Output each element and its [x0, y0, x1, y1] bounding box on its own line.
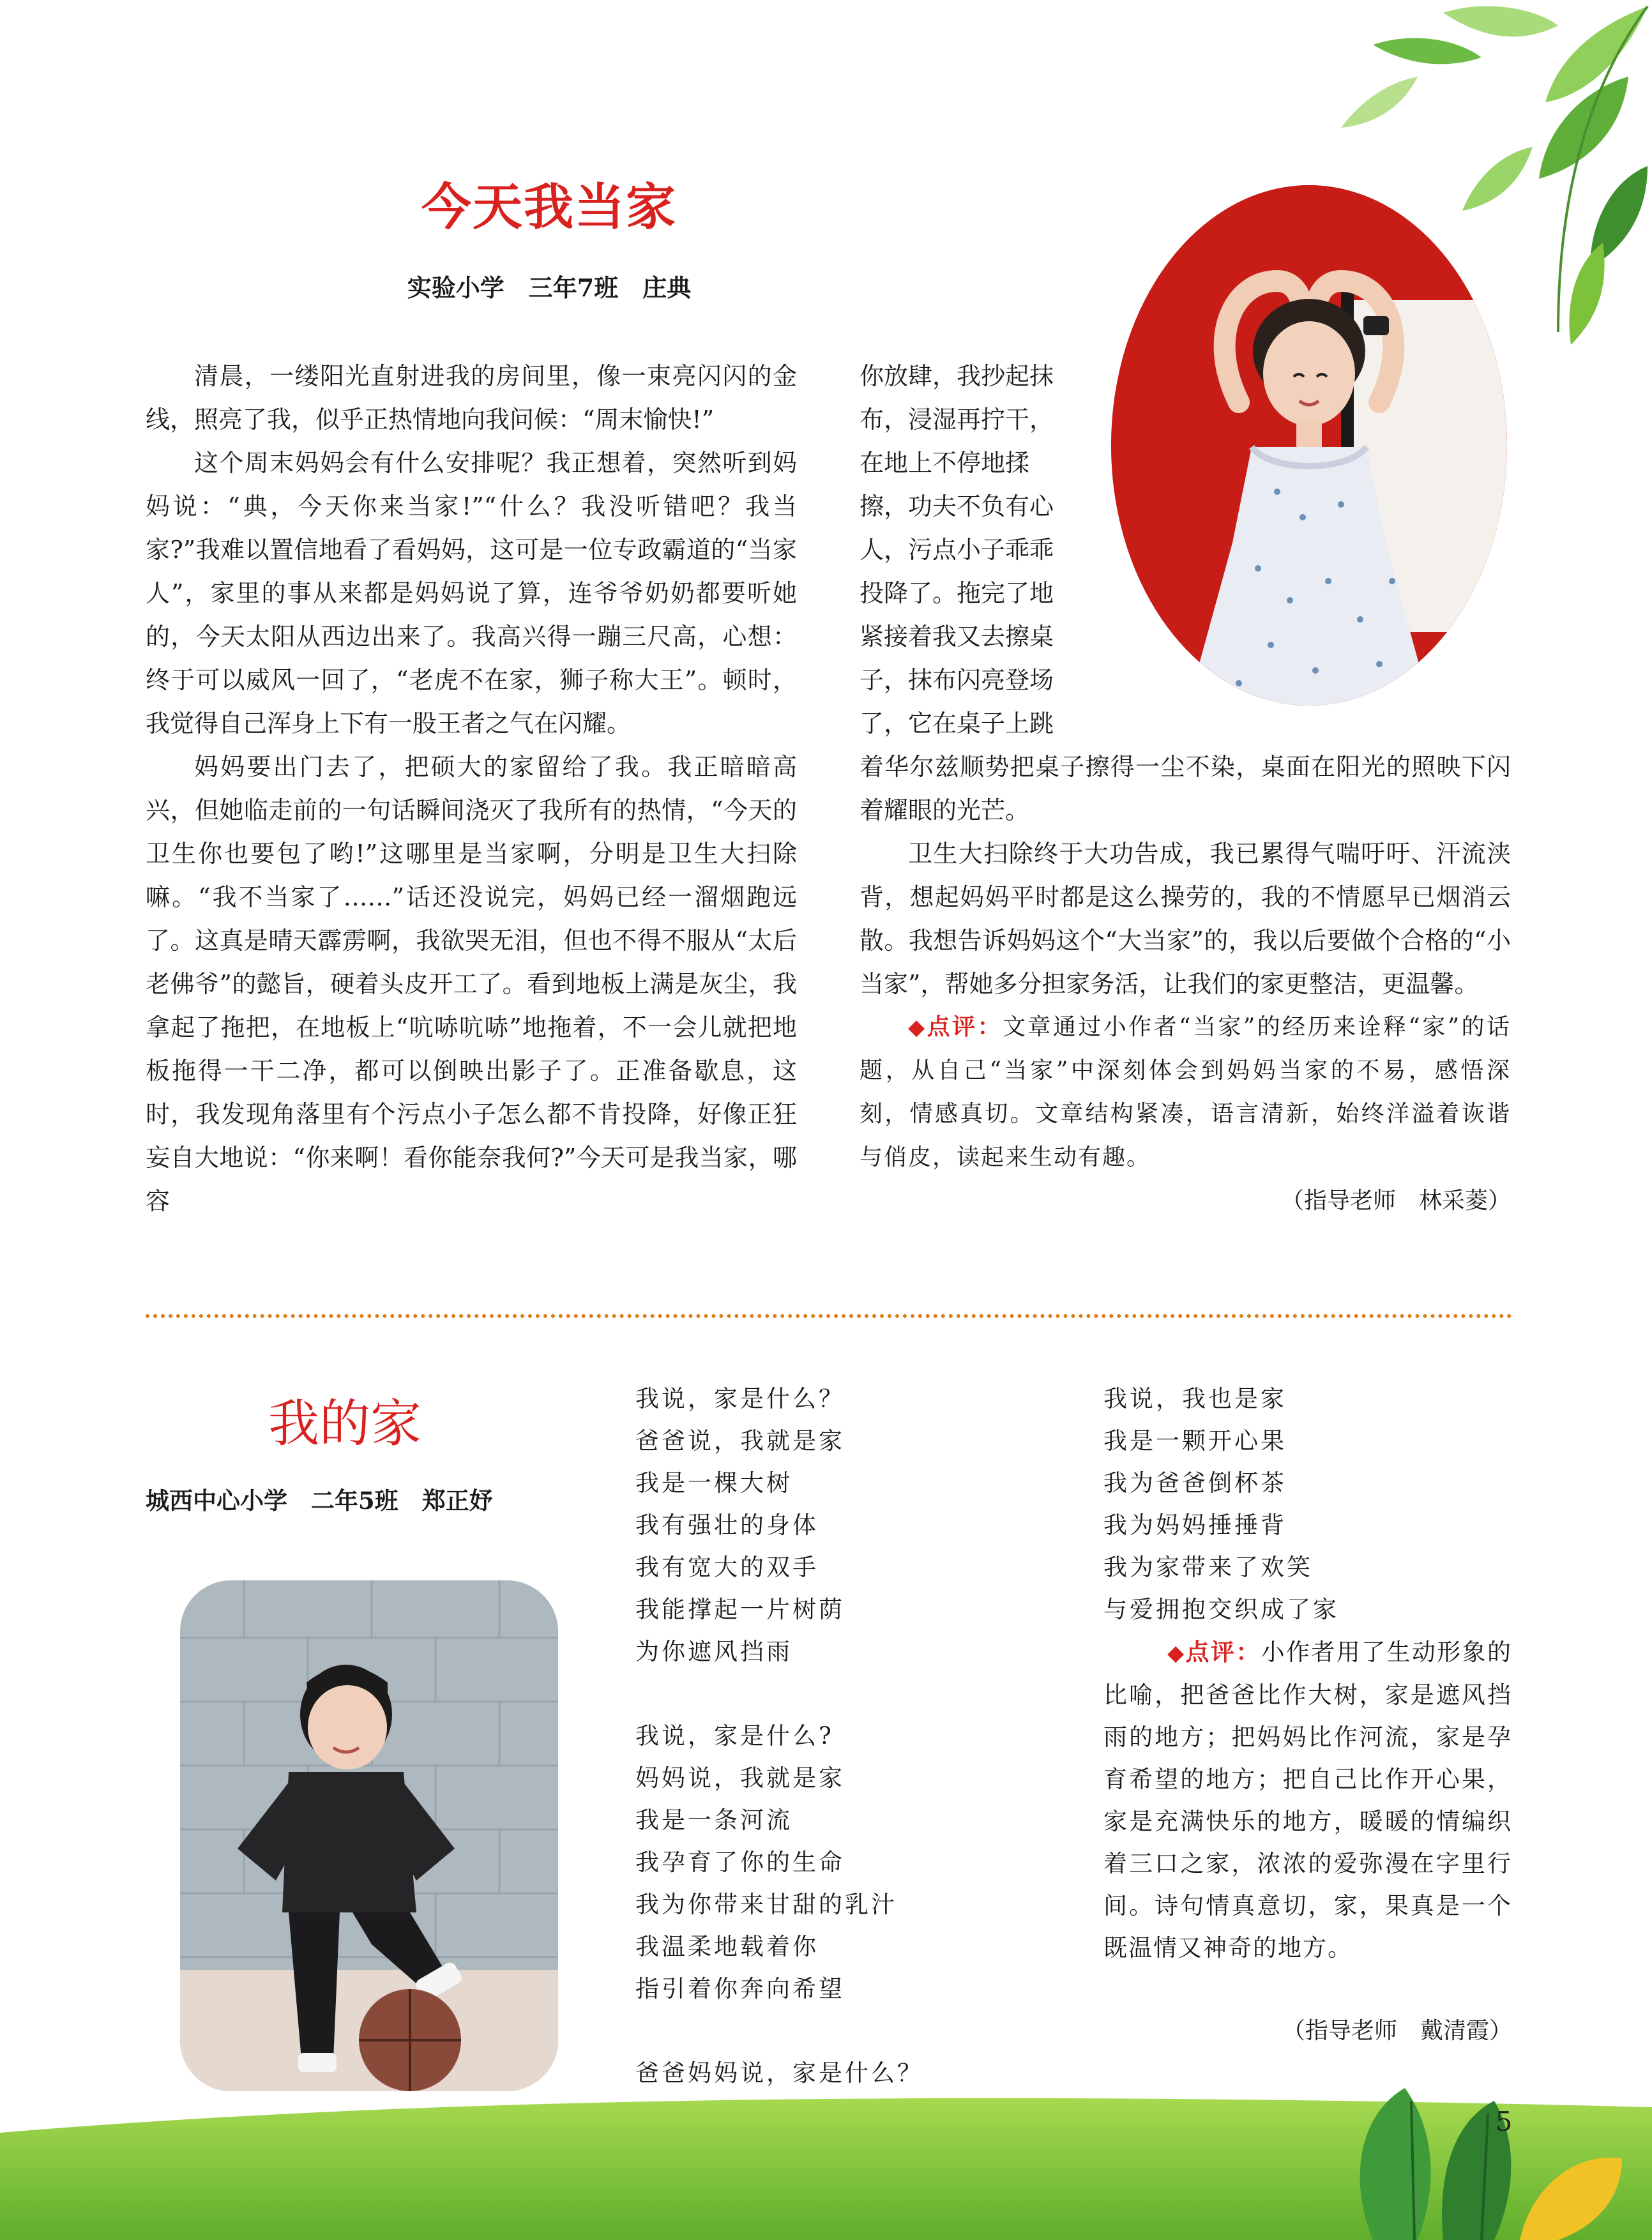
- article2-teacher: （指导老师 戴清霞）: [1282, 2018, 1512, 2044]
- paragraph: 卫生大扫除终于大功告成，我已累得气喘吁吁、汗流浃背，想起妈妈平时都是这么操劳的，我的不情愿早已烟消云散。我想告诉妈妈这个“大当家”的，我以后要做个合格的“小当家”，帮她多分担家务活，让我们的家更整洁，更温馨。: [860, 840, 1511, 998]
- poem-line: 与爱拥抱交织成了家: [1103, 1596, 1339, 1623]
- article2-comment: [1103, 1631, 1512, 1969]
- poem-line: 我说，家是什么？: [635, 1385, 845, 1412]
- article1-teacher: （指导老师 林采菱）: [1280, 1188, 1511, 1214]
- text-line: 子，抹布闪亮登场: [860, 666, 1054, 694]
- text-line: 你放肆，我抄起抹: [860, 362, 1054, 390]
- poem-line: 我有强壮的身体: [635, 1511, 819, 1539]
- poem-line: 我是一颗开心果: [1103, 1427, 1287, 1455]
- page-number: 5: [1495, 2106, 1513, 2137]
- text-line: 擦，功夫不负有心: [860, 492, 1054, 520]
- paragraph: 清晨，一缕阳光直射进我的房间里，像一束亮闪闪的金线，照亮了我，似乎正热情地向我问候：“周末愉快!”: [146, 362, 797, 434]
- article2-title: 我的家: [268, 1394, 421, 1453]
- grass-decoration: [0, 2062, 1652, 2240]
- text-line: 投降了。拖完了地: [860, 579, 1054, 607]
- poem-line: 爸爸妈妈说，家是什么？: [635, 2059, 923, 2087]
- poem-line: 我为家带来了欢笑: [1103, 1554, 1313, 1581]
- poem-line: 我为爸爸倒杯茶: [1103, 1469, 1287, 1497]
- article1-title: 今天我当家: [421, 179, 677, 236]
- poem-line: 我说，我也是家: [1103, 1385, 1287, 1412]
- comment-label: 点评：: [927, 1014, 1003, 1040]
- article2-poem-column1: [635, 1378, 1044, 2094]
- paragraph: 着华尔兹顺势把桌子擦得一尘不染，桌面在阳光的照映下闪着耀眼的光芒。: [860, 753, 1511, 824]
- text-line: 布，浸湿再拧干，: [860, 405, 1054, 434]
- comment-text: 小作者用了生动形象的比喻，把爸爸比作大树，家是遮风挡雨的地方；把妈妈比作河流，家是孕育希望的地方；把自己比作开心果，家是充满快乐的地方，暖暖的情编织着三口之家，浓浓的爱弥漫在字里行间。诗句情真意切，家，果真是一个既温情又神奇的地方。: [1103, 1638, 1513, 1962]
- article1-left-column: [146, 354, 797, 1223]
- paragraph: 这个周末妈妈会有什么安排呢？我正想着，突然听到妈妈说：“典，今天你来当家!”“什么？我没听错吧？我当家?”我难以置信地看了看妈妈，这可是一位专政霸道的“当家人”，家里的事从来都是妈妈说了算，连爷爷奶奶都要听她的，今天太阳从西边出来了。我高兴得一蹦三尺高，心想：终于可以威风一回了，“老虎不在家，狮子称大王”。顿时，我觉得自己浑身上下有一股王者之气在闪耀。: [146, 449, 797, 738]
- poem-line: 我为你带来甘甜的乳汁: [635, 1891, 897, 1918]
- article1-comment: [860, 1006, 1511, 1179]
- article1-right-column: [860, 745, 1511, 1223]
- girl-photo: [1111, 185, 1507, 706]
- poem-line: 我是一棵大树: [635, 1469, 792, 1497]
- paragraph: 妈妈要出门去了，把硕大的家留给了我。我正暗暗高兴，但她临走前的一句话瞬间浇灭了我所有的热情，“今天的卫生你也要包了哟!”这哪里是当家啊，分明是卫生大扫除嘛。“我不当家了……”话还没说完，妈妈已经一溜烟跑远了。这真是晴天霹雳啊，我欲哭无泪，但也不得不服从“太后老佛爷”的懿旨，硬着头皮开工了。看到地板上满是灰尘，我拿起了拖把，在地板上“吭哧吭哧”地拖着，不一会儿就把地板拖得一干二净，都可以倒映出影子了。正准备歇息，这时，我发现角落里有个污点小子怎么都不肯投降，好像正狂妄自大地说：“你来啊！看你能奈我何?”今天可是我当家，哪容: [146, 753, 797, 1215]
- poem-line: 我说，家是什么?: [635, 1722, 834, 1750]
- comment-text: 文章通过小作者“当家”的经历来诠释“家”的话题，从自己“当家”中深刻体会到妈妈当家的不易，感悟深刻，情感真切。文章结构紧凑，语言清新，始终洋溢着诙谐与俏皮，读起来生动有趣。: [860, 1014, 1511, 1170]
- poem-line: 我为妈妈捶捶背: [1103, 1511, 1287, 1539]
- poem-line: 我是一条河流: [635, 1806, 792, 1834]
- comment-label: 点评：: [1185, 1638, 1261, 1666]
- boy-photo: [180, 1580, 558, 2091]
- article2-poem-column2: [1103, 1378, 1512, 1631]
- text-line: 在地上不停地揉: [860, 449, 1030, 477]
- article1-right-narrow-column: [860, 354, 1083, 745]
- poem-line: [635, 2010, 1044, 2052]
- poem-line: 爸爸说，我就是家: [635, 1427, 845, 1455]
- poem-line: 我孕育了你的生命: [635, 1849, 845, 1876]
- poem-line: 指引着你奔向希望: [635, 1975, 845, 2002]
- text-line: 紧接着我又去擦桌: [860, 623, 1054, 651]
- article1-byline: 实验小学 三年7班 庄典: [407, 273, 692, 302]
- poem-line: 我温柔地载着你: [635, 1933, 819, 1960]
- diamond-icon: ◆: [908, 1015, 927, 1040]
- diamond-icon: ◆: [1167, 1640, 1186, 1666]
- text-line: 了，它在桌子上跳: [860, 709, 1054, 738]
- poem-line: 我有宽大的双手: [635, 1554, 819, 1581]
- poem-line: 妈妈说，我就是家: [635, 1764, 845, 1792]
- poem-line: 我能撑起一片树荫: [635, 1596, 845, 1623]
- text-line: 人，污点小子乖乖: [860, 536, 1054, 564]
- article2-byline: 城西中心小学 二年5班 郑正妤: [146, 1487, 493, 1515]
- section-divider: [146, 1314, 1512, 1318]
- poem-line: [635, 1673, 1044, 1715]
- poem-line: 为你遮风挡雨: [635, 1638, 792, 1665]
